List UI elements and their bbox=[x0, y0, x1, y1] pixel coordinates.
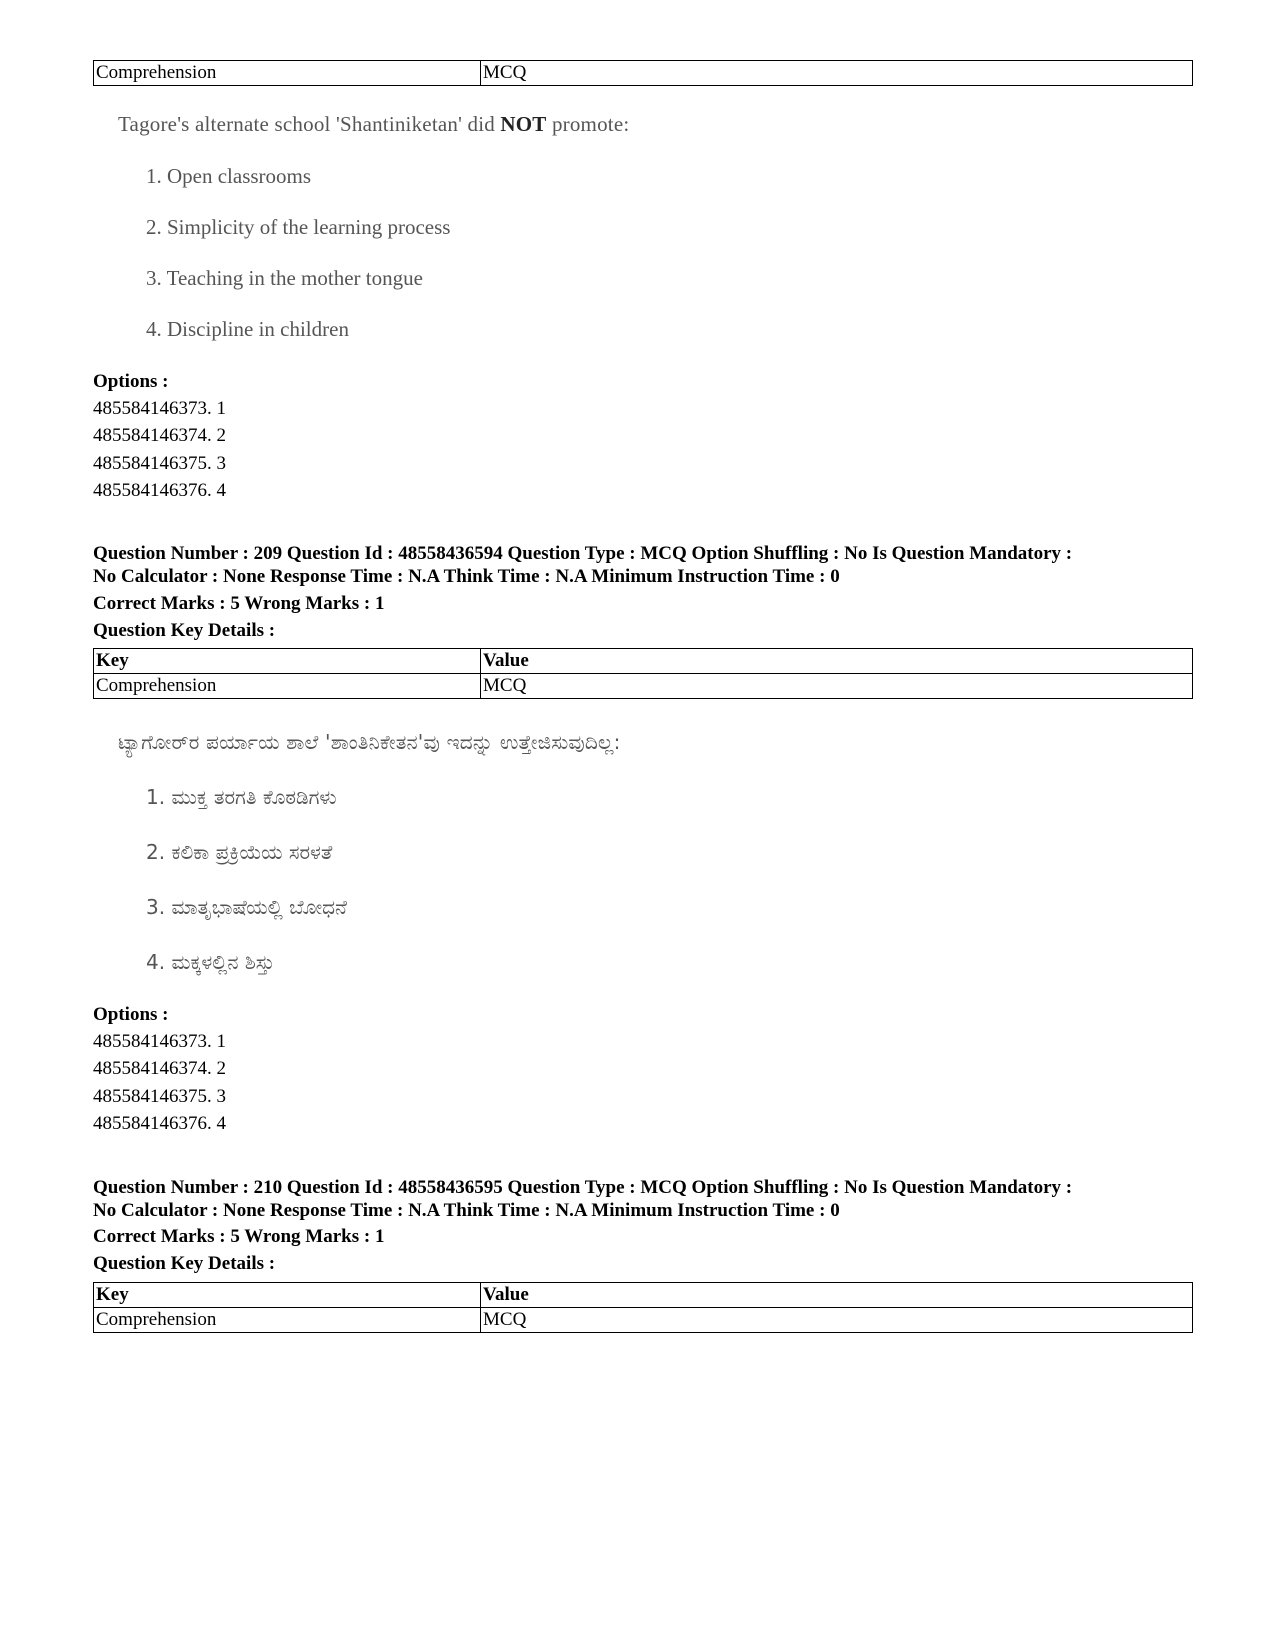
q210-marks: Correct Marks : 5 Wrong Marks : 1 bbox=[93, 1226, 385, 1247]
q208-item-4: 4. Discipline in children bbox=[146, 317, 349, 341]
table-header-value: Value bbox=[481, 1283, 1193, 1308]
q208-key-table bbox=[93, 60, 1193, 86]
q209-item-4: 4. ಮಕ್ಕಳಲ್ಲಿನ ಶಿಸ್ತು bbox=[146, 950, 275, 974]
table-header-value: Value bbox=[481, 649, 1193, 674]
q209-item-1: 1. ಮುಕ್ತ ತರಗತಿ ಕೊಠಡಿಗಳು bbox=[146, 785, 337, 809]
q208-option-2: 485584146374. 2 bbox=[93, 425, 226, 446]
q210-key-details-label: Question Key Details : bbox=[93, 1253, 276, 1274]
q209-option-1: 485584146373. 1 bbox=[93, 1031, 226, 1052]
table-cell-key: Comprehension bbox=[94, 61, 481, 86]
q209-question-image bbox=[118, 730, 621, 980]
q208-question-image bbox=[118, 112, 629, 347]
q209-option-3: 485584146375. 3 bbox=[93, 1086, 226, 1107]
table-header-key: Key bbox=[94, 1283, 481, 1308]
table-row bbox=[94, 1308, 1193, 1333]
table-header-row bbox=[94, 649, 1193, 674]
q209-item-2: 2. ಕಲಿಕಾ ಪ್ರಕ್ರಿಯೆಯ ಸರಳತೆ bbox=[146, 840, 333, 864]
table-cell-value: MCQ bbox=[481, 61, 1193, 86]
table-cell-key: Comprehension bbox=[94, 1308, 481, 1333]
q209-meta bbox=[93, 542, 1223, 588]
table-cell-value: MCQ bbox=[481, 674, 1193, 699]
q210-meta-line-2: No Calculator : None Response Time : N.A Think Time : N.A Minimum Instruction Time : 0 bbox=[93, 1200, 840, 1221]
q208-stem: Tagore's alternate school 'Shantiniketan' did NOT promote: bbox=[118, 112, 630, 136]
q208-option-4: 485584146376. 4 bbox=[93, 480, 226, 501]
table-cell-value: MCQ bbox=[481, 1308, 1193, 1333]
q209-option-2: 485584146374. 2 bbox=[93, 1058, 226, 1079]
q208-option-1: 485584146373. 1 bbox=[93, 398, 226, 419]
q208-item-1: 1. Open classrooms bbox=[146, 164, 312, 188]
table-header-row bbox=[94, 1283, 1193, 1308]
q209-option-4: 485584146376. 4 bbox=[93, 1113, 226, 1134]
q210-meta-line-1: Question Number : 210 Question Id : 48558436595 Question Type : MCQ Option Shuffling : No Is Question Mandatory : bbox=[93, 1177, 1073, 1198]
table-row bbox=[94, 61, 1193, 86]
q208-option-3: 485584146375. 3 bbox=[93, 453, 226, 474]
q209-stem: ಟ್ಯಾಗೋರ್‌ರ ಪರ್ಯಾಯ ಶಾಲೆ 'ಶಾಂತಿನಿಕೇತನ'ವು ಇದನ್ನು ಉತ್ತೇಜಿಸುವುದಿಲ್ಲ: bbox=[118, 730, 621, 754]
q210-key-table bbox=[93, 1282, 1193, 1333]
q209-key-details-label: Question Key Details : bbox=[93, 620, 276, 641]
q208-options-label: Options : bbox=[93, 371, 169, 392]
table-header-key: Key bbox=[94, 649, 481, 674]
table-cell-key: Comprehension bbox=[94, 674, 481, 699]
table-row bbox=[94, 674, 1193, 699]
q208-item-3: 3. Teaching in the mother tongue bbox=[146, 266, 423, 290]
q209-meta-line-2: No Calculator : None Response Time : N.A Think Time : N.A Minimum Instruction Time : 0 bbox=[93, 566, 840, 587]
q209-item-3: 3. ಮಾತೃಭಾಷೆಯಲ್ಲಿ ಬೋಧನೆ bbox=[146, 895, 347, 919]
q209-options-label: Options : bbox=[93, 1004, 169, 1025]
q209-meta-line-1: Question Number : 209 Question Id : 48558436594 Question Type : MCQ Option Shuffling : No Is Question Mandatory : bbox=[93, 543, 1073, 564]
q208-item-2: 2. Simplicity of the learning process bbox=[146, 215, 451, 239]
q209-marks: Correct Marks : 5 Wrong Marks : 1 bbox=[93, 593, 385, 614]
q210-meta bbox=[93, 1176, 1223, 1222]
q209-key-table bbox=[93, 648, 1193, 699]
